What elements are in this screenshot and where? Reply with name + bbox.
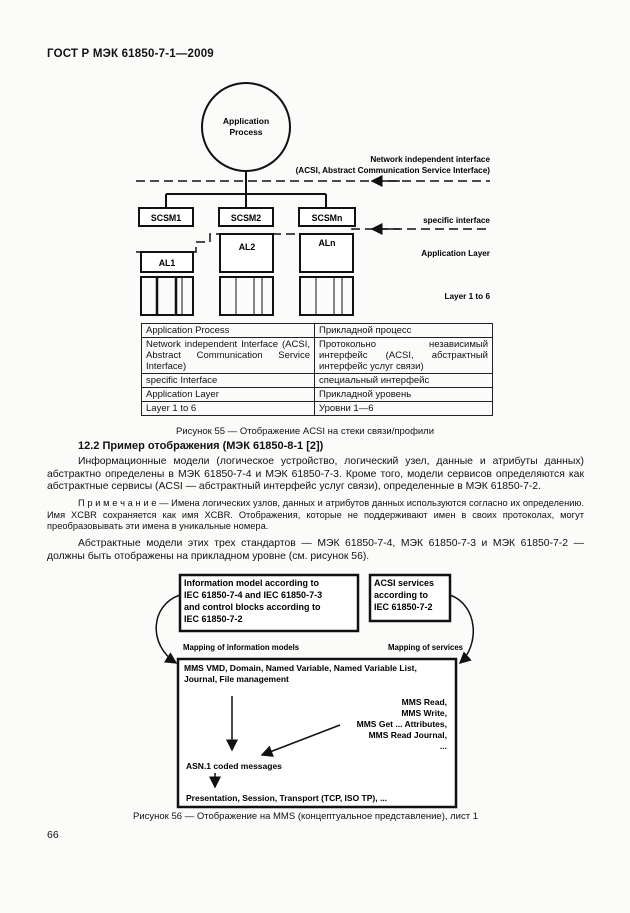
table-cell-ru: специальный интерфейс (315, 374, 493, 388)
paragraph-2: Абстрактные модели этих трех стандартов — МЭК 61850-7-4, МЭК 61850-7-3 и МЭК 61850-7-2 — должны быть отображены на прикладном уровне (см. рисунок 56). (47, 538, 584, 562)
figure-55-diagram (0, 0, 630, 320)
table-cell-ru: Прикладной уровень (315, 388, 493, 402)
curved-arrow-left (156, 595, 180, 663)
curved-arrow-right (450, 595, 473, 663)
mms-objects-line2: Journal, File management (184, 674, 289, 684)
note-label: П р и м е ч а н и е (78, 498, 157, 508)
mms-service-4: MMS Read Journal, (368, 730, 447, 740)
mapping-services-label: Mapping of services (388, 643, 463, 652)
asn-label: ASN.1 coded messages (186, 761, 282, 771)
table-cell-en: Network independent Interface (ACSI, Abstract Communication Service Interface) (142, 338, 315, 374)
net-iface-line1: Network independent interface (370, 155, 490, 164)
scsm2-label: SCSM2 (230, 213, 262, 223)
figure-56-caption: Рисунок 56 — Отображение на MMS (концептуальное представление), лист 1 (133, 811, 479, 822)
info-box-line2: IEC 61850-7-4 and IEC 61850-7-3 (184, 590, 323, 600)
section-heading: 12.2 Пример отображения (МЭК 61850-8-1 [2]) (78, 440, 324, 452)
page-header: ГОСТ Р МЭК 61850-7-1—2009 (47, 48, 214, 60)
al1-label: AL1 (158, 258, 176, 268)
table-cell-ru: Прикладной процесс (315, 324, 493, 338)
table-cell-en: Application Process (142, 324, 315, 338)
note-paragraph (47, 498, 584, 533)
al2-label: AL2 (238, 242, 256, 252)
layer-stack-2 (220, 277, 273, 315)
net-iface-line2: (ACSI, Abstract Communication Service Interface) (295, 166, 490, 175)
figure-56-diagram (0, 565, 630, 810)
layer16-label: Layer 1 to 6 (444, 292, 490, 301)
specific-iface-label: specific interface (423, 216, 490, 225)
table-row (142, 324, 493, 338)
page-number: 66 (47, 829, 59, 841)
table-row (142, 402, 493, 416)
mms-service-1: MMS Read, (401, 697, 447, 707)
aln-label: ALn (318, 238, 336, 248)
layer-stack-n (300, 277, 353, 315)
mms-service-2: MMS Write, (401, 708, 447, 718)
app-process-line2: Process (229, 127, 263, 137)
table-row (142, 338, 493, 374)
table-cell-en: specific Interface (142, 374, 315, 388)
scsm1-label: SCSM1 (150, 213, 182, 223)
acsi-box-line2: according to (374, 590, 429, 600)
scsmn-label: SCSMn (311, 213, 343, 223)
table-row (142, 388, 493, 402)
figure-55-legend-table (141, 323, 493, 416)
table-cell-en: Layer 1 to 6 (142, 402, 315, 416)
table-cell-ru: Уровни 1—6 (315, 402, 493, 416)
al2-box (220, 234, 273, 272)
app-process-line1: Application (222, 116, 270, 126)
layer-stack-1 (141, 277, 193, 315)
table-cell-ru: Протокольно независимый интерфейс (ACSI, абстрактный интерфейс услуг связи) (315, 338, 493, 374)
info-box-line1: Information model according to (184, 578, 320, 588)
app-layer-label: Application Layer (421, 249, 490, 258)
mms-service-3: MMS Get ... Attributes, (356, 719, 447, 729)
mapping-info-label: Mapping of information models (183, 643, 300, 652)
mms-service-5: ... (439, 741, 447, 751)
paragraph-1: Информационные модели (логическое устройство, логический узел, данные и атрибуты данных) абстрактно определены в МЭК 61850-7-4 и МЭК 61850-7-3. Кроме того, модели сервисов определяются как абстрактные сервисы (ACSI — абстрактный интерфейс услуг связи), определенные в МЭК 61850-7-2. (47, 456, 584, 492)
acsi-box-line3: IEC 61850-7-2 (374, 602, 433, 612)
figure-55-caption: Рисунок 55 — Отображение ACSI на стеки связи/профили (176, 426, 435, 437)
table-row (142, 374, 493, 388)
info-box-line3: and control blocks according to (184, 602, 321, 612)
mms-objects-line1: MMS VMD, Domain, Named Variable, Named Variable List, (184, 663, 417, 673)
acsi-box-line1: ACSI services (374, 578, 435, 588)
info-box-line4: IEC 61850-7-2 (184, 614, 243, 624)
table-cell-en: Application Layer (142, 388, 315, 402)
note-text: — Имена логических узлов, данных и атрибутов данных используются согласно их определению. Имя XCBR сохраняется как имя XCBR. Отображения, которые не поддерживают имен в своих протоколах, могут преобразовывать эти имена в уникальные номера. (47, 498, 584, 531)
transport-label: Presentation, Session, Transport (TCP, ISO TP), ... (186, 793, 388, 803)
